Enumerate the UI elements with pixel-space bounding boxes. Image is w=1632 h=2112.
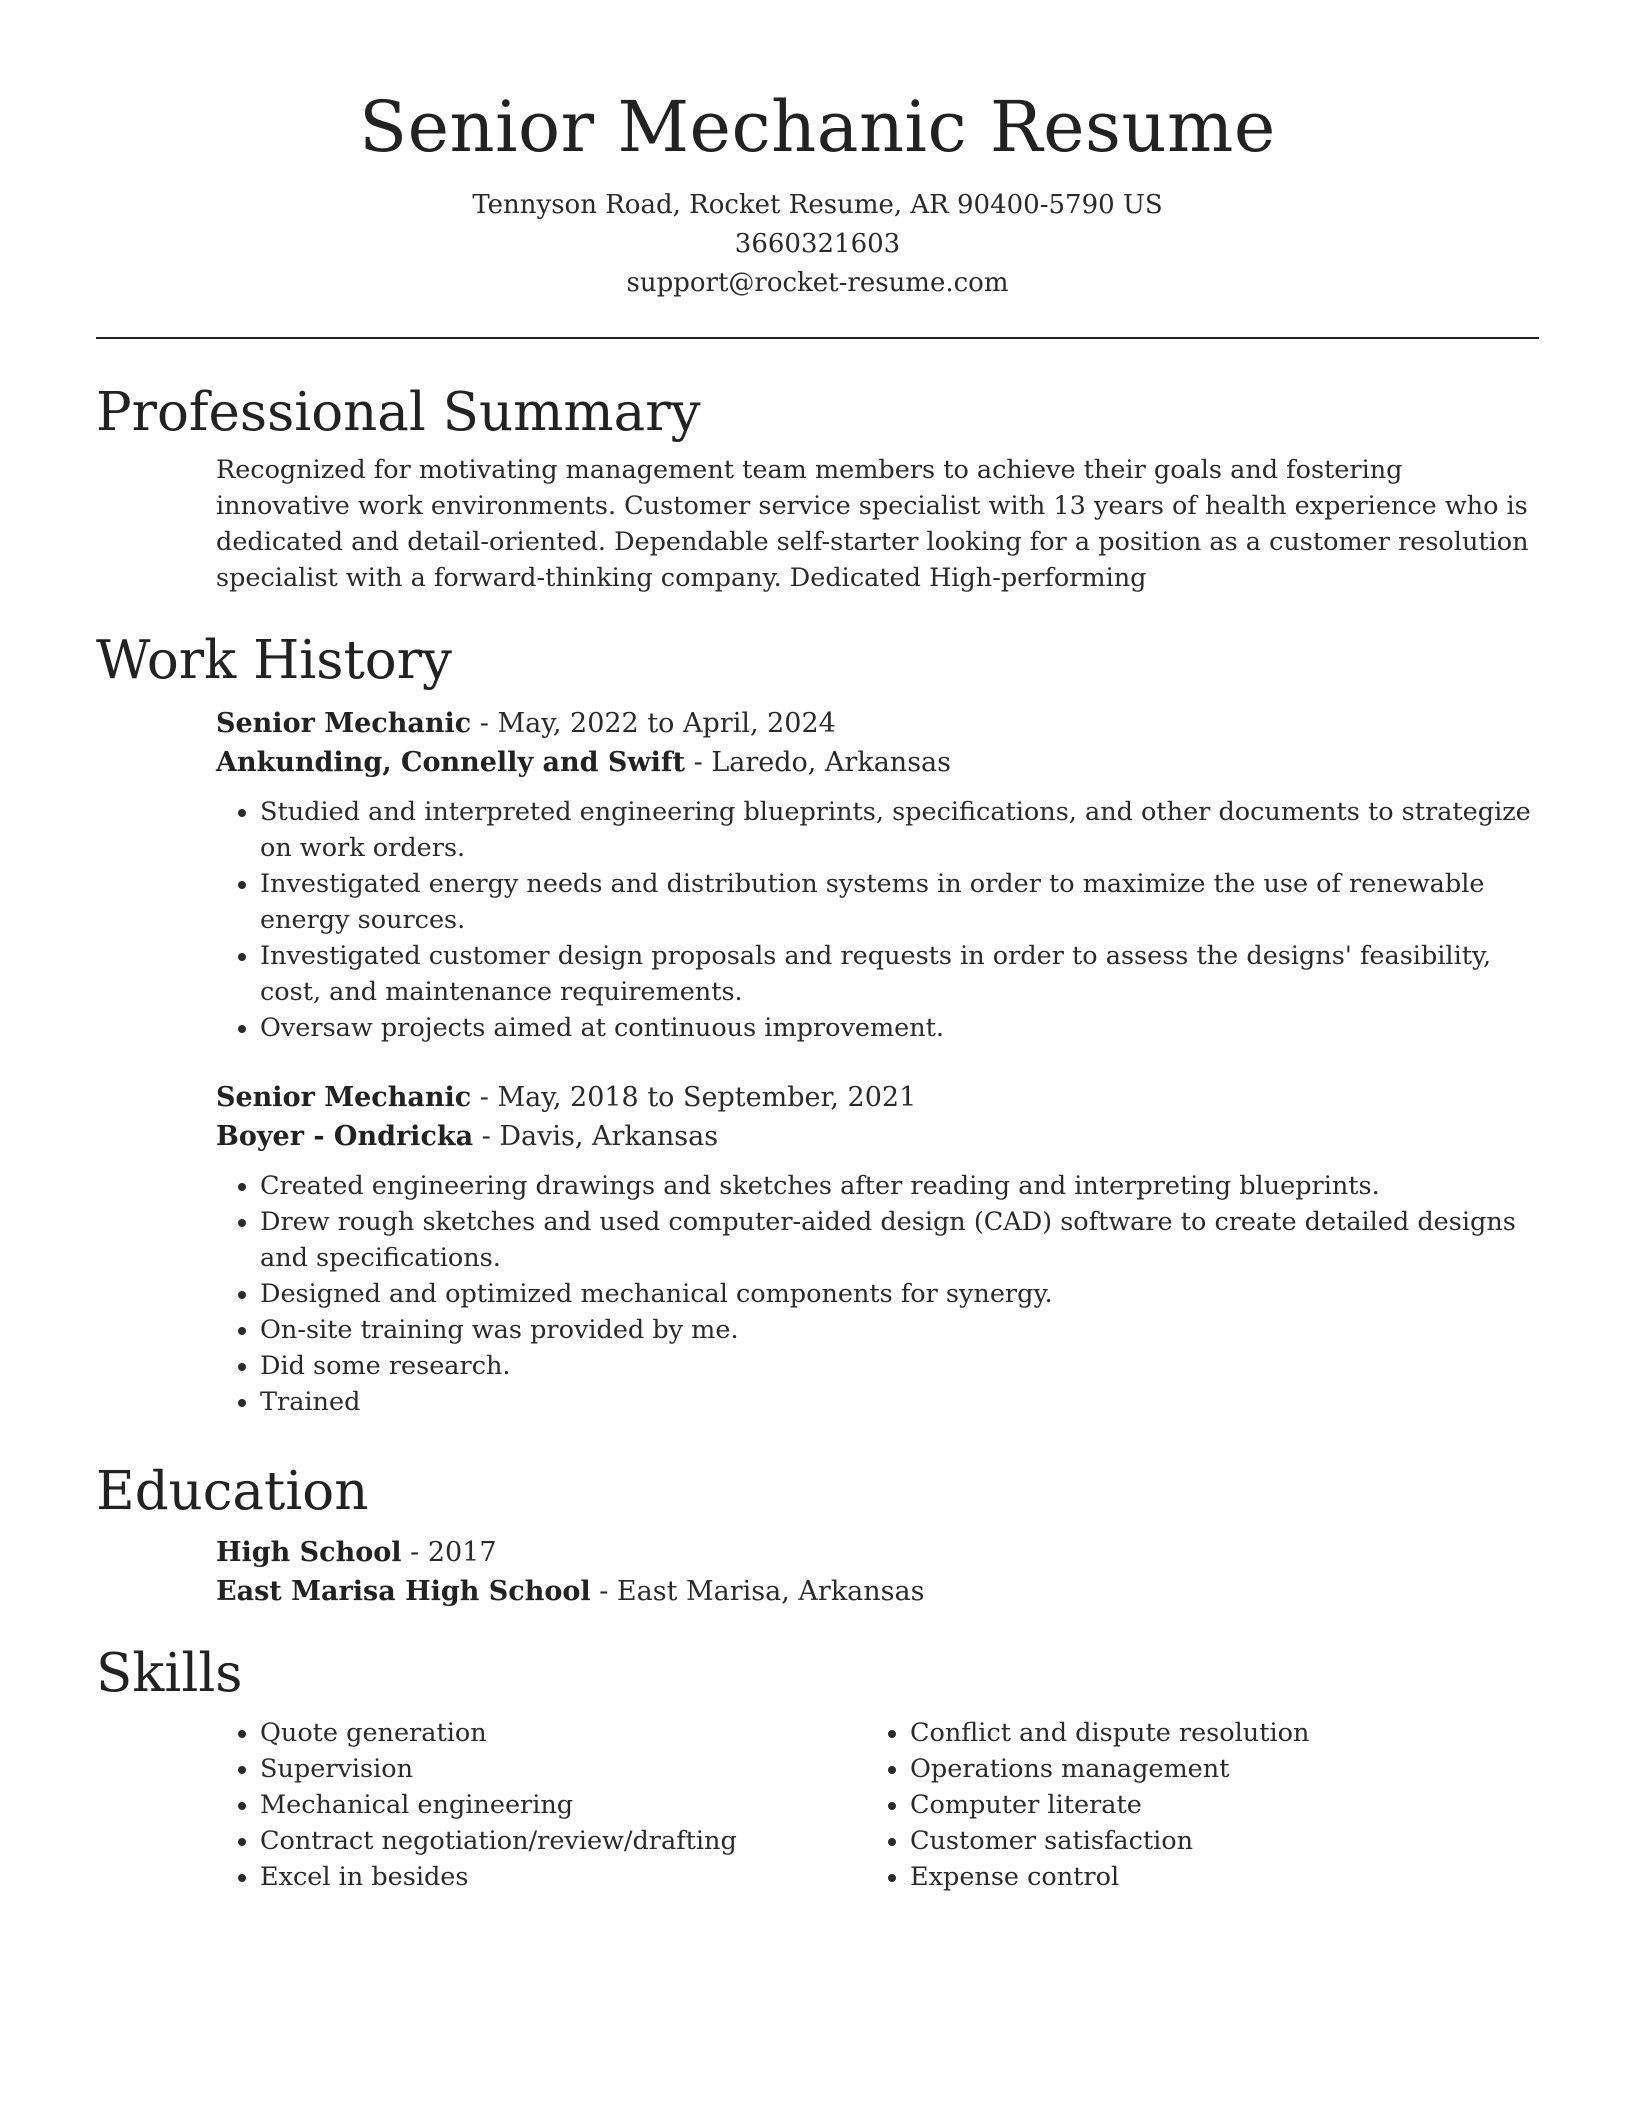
- section-title-summary: Professional Summary: [96, 382, 701, 443]
- list-item: • Customer satisfaction: [910, 1823, 1516, 1859]
- list-item: • Created engineering drawings and sketches after reading and interpreting blueprints.: [260, 1168, 1539, 1204]
- education-degree-line: [216, 1533, 1539, 1572]
- list-item: • Investigated energy needs and distribution systems in order to maximize the use of renewable energy sources.: [260, 866, 1539, 938]
- job-dates: - May, 2018 to September, 2021: [471, 1082, 917, 1113]
- job-company-line: [216, 743, 1539, 782]
- job-role: Senior Mechanic: [216, 1082, 472, 1113]
- list-item: • Computer literate: [910, 1787, 1516, 1823]
- contact-phone: 3660321603: [734, 229, 901, 259]
- resume-title: Senior Mechanic Resume: [359, 86, 1276, 168]
- education-degree: High School: [216, 1537, 402, 1568]
- job-entry: [216, 704, 1539, 1046]
- education-year: - 2017: [401, 1537, 497, 1568]
- list-item: • Contract negotiation/review/drafting: [260, 1823, 866, 1859]
- job-title-line: [216, 1078, 1539, 1117]
- job-company: Ankunding, Connelly and Swift: [216, 747, 686, 778]
- list-item: • Expense control: [910, 1859, 1516, 1895]
- job-role: Senior Mechanic: [216, 708, 472, 739]
- list-item: • Quote generation: [260, 1715, 866, 1751]
- job-company: Boyer - Ondricka: [216, 1121, 474, 1152]
- list-item: • Excel in besides: [260, 1859, 866, 1895]
- list-item: • Trained: [260, 1384, 1539, 1420]
- education-school-line: [216, 1572, 1539, 1611]
- list-item: • Investigated customer design proposals and requests in order to assess the designs' feasibility, cost, and maintenance requirements.: [260, 938, 1539, 1010]
- list-item: • Supervision: [260, 1751, 866, 1787]
- job-title-line: [216, 704, 1539, 743]
- list-item: • On-site training was provided by me.: [260, 1312, 1539, 1348]
- skills-list-left: [216, 1715, 866, 1895]
- skills-grid: [216, 1715, 1539, 1895]
- education-school: East Marisa High School: [216, 1576, 591, 1607]
- list-item: • Studied and interpreted engineering blueprints, specifications, and other documents to strategize on work orders.: [260, 794, 1539, 866]
- contact-email: support@rocket-resume.com: [626, 268, 1009, 298]
- list-item: • Conflict and dispute resolution: [910, 1715, 1516, 1751]
- section-title-education: Education: [96, 1461, 369, 1522]
- summary-text: Recognized for motivating management team members to achieve their goals and fostering innovative work environments. Customer service specialist with 13 years of health experience who is dedicated and detail-oriented. Dependable self-starter looking for a position as a customer resolution specialist with a forward-thinking company. Dedicated High-performing: [216, 455, 1529, 593]
- skills-section: [96, 1639, 1539, 1895]
- list-item: • Mechanical engineering: [260, 1787, 866, 1823]
- skills-column-right: [866, 1715, 1516, 1895]
- job-company-line: [216, 1117, 1539, 1156]
- section-title-skills: Skills: [96, 1643, 243, 1704]
- job-entry: [216, 1078, 1539, 1420]
- job-bullet-list: [216, 1168, 1539, 1420]
- header-divider: [96, 337, 1539, 339]
- list-item: • Drew rough sketches and used computer-aided design (CAD) software to create detailed designs and specifications.: [260, 1204, 1539, 1276]
- job-location: - Davis, Arkansas: [473, 1121, 719, 1152]
- list-item: • Oversaw projects aimed at continuous improvement.: [260, 1010, 1539, 1046]
- skills-column-left: [216, 1715, 866, 1895]
- work-history-section: [96, 626, 1539, 1420]
- resume-page: [96, 0, 1539, 1892]
- section-title-work-history: Work History: [96, 630, 452, 691]
- professional-summary-section: [96, 378, 1539, 596]
- skills-list-right: [866, 1715, 1516, 1895]
- list-item: • Operations management: [910, 1751, 1516, 1787]
- job-location: - Laredo, Arkansas: [685, 747, 951, 778]
- contact-address: Tennyson Road, Rocket Resume, AR 90400-5790 US: [472, 190, 1163, 220]
- resume-header: [96, 0, 1539, 339]
- education-section: [96, 1457, 1539, 1611]
- list-item: • Designed and optimized mechanical components for synergy.: [260, 1276, 1539, 1312]
- job-dates: - May, 2022 to April, 2024: [471, 708, 836, 739]
- education-location: - East Marisa, Arkansas: [590, 1576, 925, 1607]
- job-bullet-list: [216, 794, 1539, 1046]
- list-item: • Did some research.: [260, 1348, 1539, 1384]
